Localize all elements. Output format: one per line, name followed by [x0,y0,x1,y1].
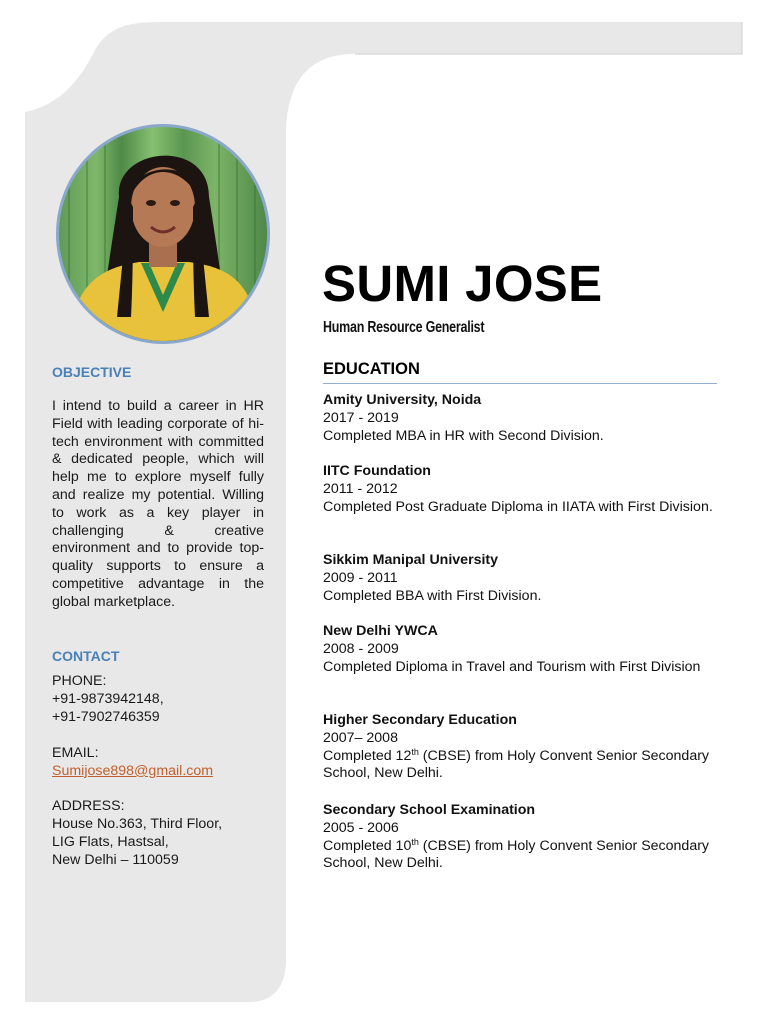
institution-name: Sikkim Manipal University [323,552,499,568]
education-description: Completed 12th (CBSE) from Holy Convent Senior Secondary School, New Delhi. [323,746,710,782]
education-item [323,623,723,676]
phone-block [52,672,267,726]
section-divider [323,383,717,384]
address-line: House No.363, Third Floor, [52,816,223,832]
education-item [323,712,723,783]
education-years: 2009 - 2011 [323,569,398,586]
education-years: 2008 - 2009 [323,640,399,657]
email-block [52,744,267,780]
education-item [323,463,723,516]
phone-number: +91-7902746359 [52,709,160,725]
education-description: Completed BBA with First Division. [323,587,542,604]
institution-name: Higher Secondary Education [323,712,517,728]
institution-name: Secondary School Examination [323,802,536,818]
candidate-name: SUMI JOSE [322,255,603,312]
email-label: EMAIL: [52,745,99,761]
objective-heading: OBJECTIVE [52,364,132,380]
education-years: 2011 - 2012 [323,480,398,497]
education-description: Completed 10th (CBSE) from Holy Convent Senior Secondary School, New Delhi. [323,836,710,872]
education-description: Completed Diploma in Travel and Tourism with First Division [323,658,701,675]
education-heading: EDUCATION [323,360,420,378]
profile-photo [56,124,270,344]
institution-name: Amity University, Noida [323,392,482,408]
institution-name: New Delhi YWCA [323,623,438,639]
phone-label: PHONE: [52,673,107,689]
education-item [323,802,723,873]
address-block [52,797,267,869]
contact-heading: CONTACT [52,648,120,664]
candidate-role: Human Resource Generalist [323,319,485,336]
address-line: New Delhi – 110059 [52,852,179,868]
objective-text: I intend to build a career in HR Field with leading corporate of hi-tech environment with committed & dedicated people, which will help me to explore myself fully and realize my potential. Willing to work as a key player in challenging & creative environment and to provide top-quality supports to ensure a competitive advantage in the global marketplace. [52,398,264,610]
education-years: 2005 - 2006 [323,819,399,836]
email-link[interactable]: Sumijose898@gmail.com [52,763,214,779]
phone-number: +91-9873942148, [52,691,164,707]
education-description: Completed Post Graduate Diploma in IIATA with First Division. [323,498,713,515]
institution-name: IITC Foundation [323,463,431,479]
address-line: LIG Flats, Hastsal, [52,834,169,850]
education-years: 2007– 2008 [323,729,398,746]
education-item [323,392,723,445]
education-item [323,552,723,605]
education-description: Completed MBA in HR with Second Division. [323,427,604,444]
address-label: ADDRESS: [52,798,125,814]
education-years: 2017 - 2019 [323,409,399,426]
